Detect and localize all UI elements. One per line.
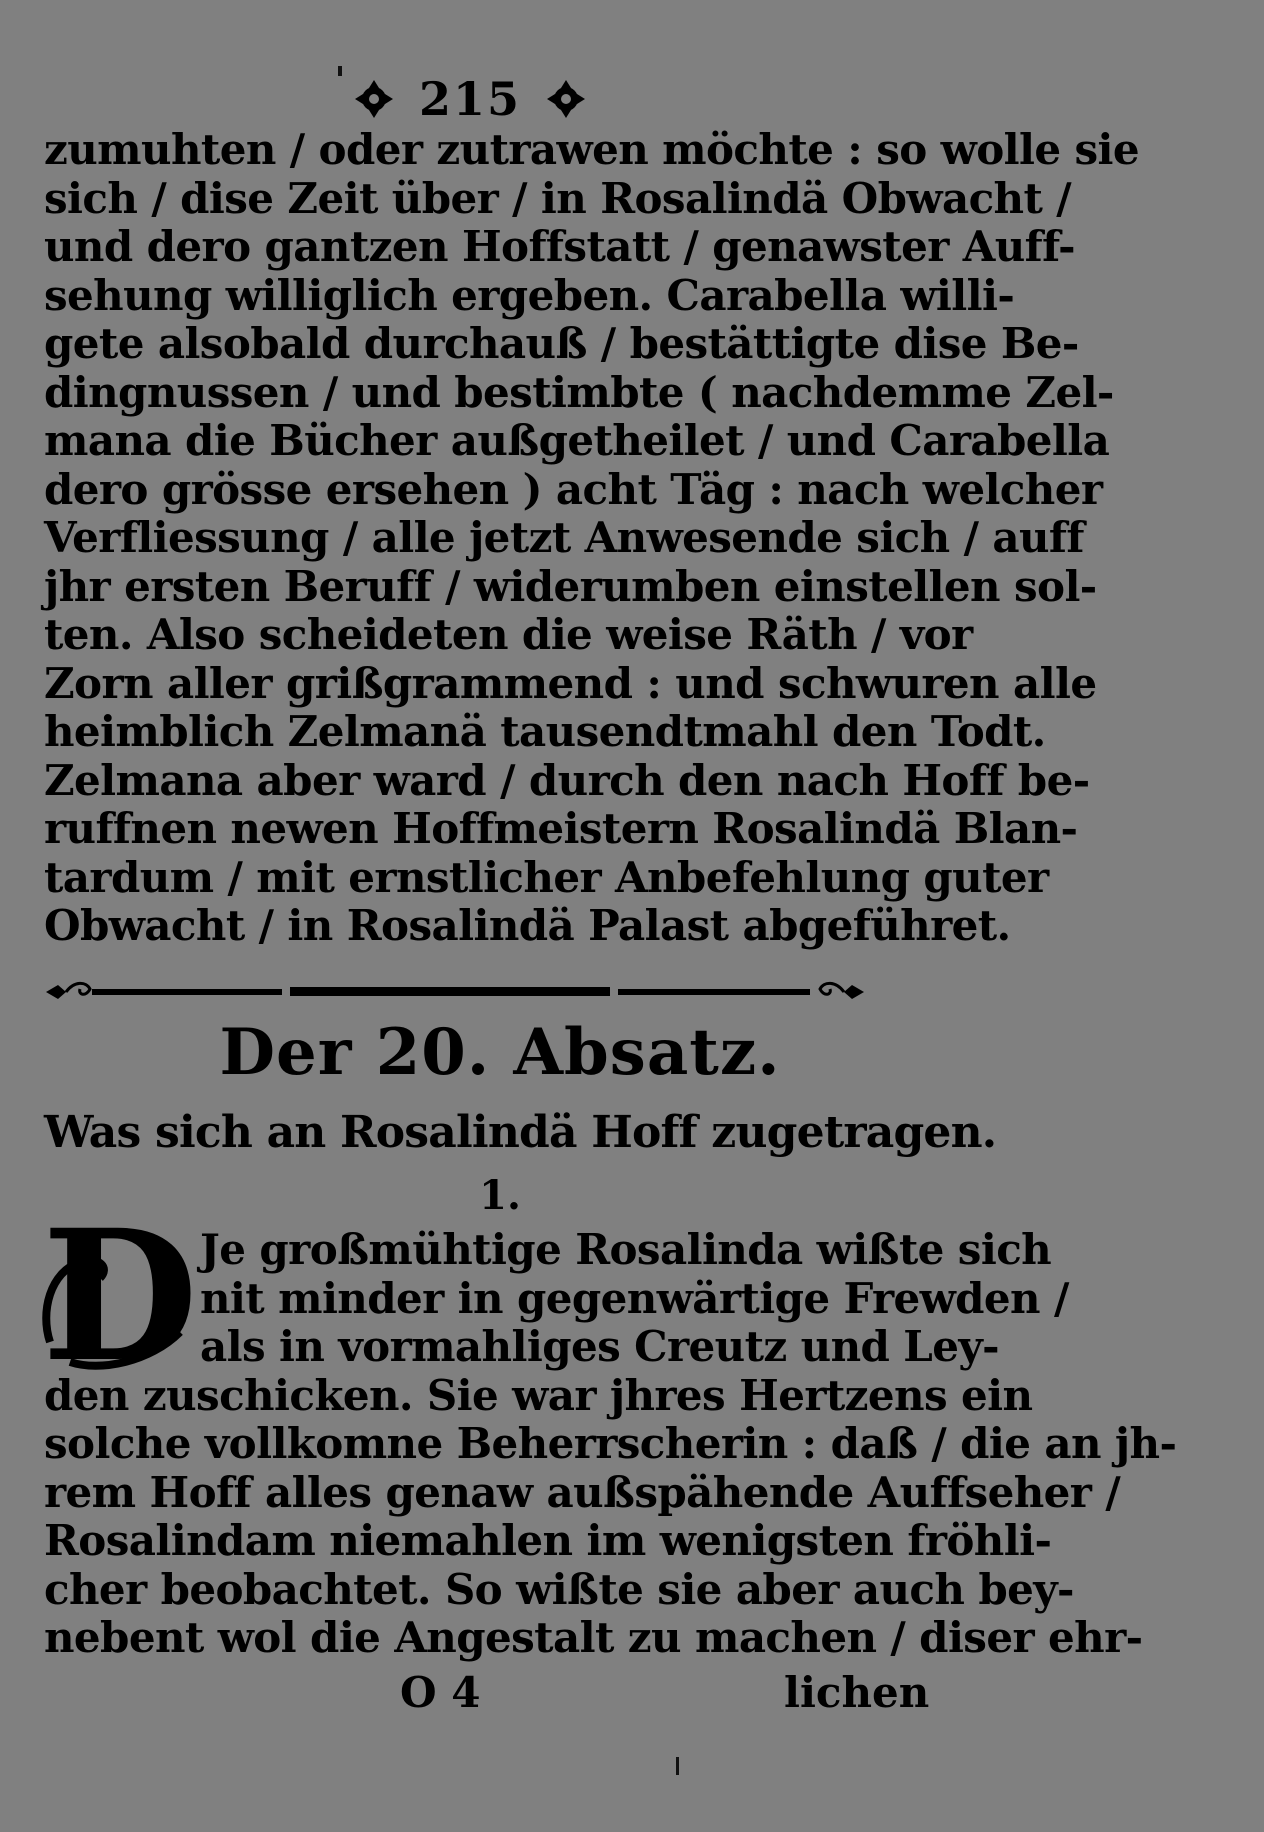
signature-mark: O 4: [400, 1668, 481, 1717]
text-line: rem Hoff alles genaw außspähende Auffseher /: [44, 1467, 1121, 1517]
text-line: zumuhten / oder zutrawen möchte : so wolle sie: [44, 125, 1140, 174]
text-line: jhr ersten Beruff / widerumben einstellen sol-: [44, 561, 1097, 611]
text-line: den zuschicken. Sie war jhres Hertzens ein: [44, 1370, 1033, 1420]
ink-speck: [338, 66, 342, 76]
drop-cap-initial: D: [41, 1191, 199, 1402]
text-line: cher beobachtet. So wißte sie aber auch bey-: [44, 1564, 1074, 1614]
right-ornament-icon: [543, 76, 589, 122]
text-line: Obwacht / in Rosalindä Palast abgeführet.: [44, 901, 1011, 950]
text-line: als in vormahliges Creutz und Ley-: [200, 1322, 999, 1371]
text-line: sehung williglich ergeben. Carabella willi-: [44, 270, 1015, 320]
text-line: heimblich Zelmanä tausendtmahl den Todt.: [44, 707, 1046, 756]
text-line: Zorn aller grißgrammend : und schwuren alle: [44, 658, 1097, 708]
section-text: [44, 1225, 1177, 1663]
catchword: lichen: [784, 1668, 930, 1717]
page-header: [340, 64, 600, 134]
text-line: ruffnen newen Hoffmeistern Rosalindä Blan-: [44, 804, 1078, 853]
section-number: 1.: [479, 1172, 521, 1219]
text-line: ten. Also scheideten die weise Räth / vor: [44, 610, 973, 659]
text-line: nit minder in gegenwärtige Frewden /: [200, 1273, 1069, 1323]
text-line: Je großmühtige Rosalinda wißte sich: [200, 1225, 1052, 1274]
text-line: Verfliessung / alle jetzt Anwesende sich / auff: [44, 513, 1084, 562]
text-line: solche vollkomne Beherrscherin : daß / die an jh-: [44, 1419, 1177, 1468]
text-line: gete alsobald durchauß / bestättigte dise Be-: [44, 319, 1079, 368]
text-line: dero grösse ersehen ) acht Täg : nach welcher: [44, 464, 1103, 514]
text-line: Zelmana aber ward / durch den nach Hoff be-: [44, 755, 1090, 805]
page-number: 215: [418, 72, 522, 126]
body-text: [44, 125, 1140, 951]
left-ornament-icon: [351, 76, 397, 122]
text-line: dingnussen / und bestimbte ( nachdemme Zel-: [44, 367, 1114, 417]
ornamental-divider: [44, 975, 866, 1009]
section-subtitle: Was sich an Rosalindä Hoff zugetragen.: [44, 1107, 997, 1158]
ink-speck: [676, 1757, 679, 1775]
text-line: nebent wol die Angestalt zu machen / diser ehr-: [44, 1613, 1143, 1662]
text-line: und dero gantzen Hoffstatt / genawster Auff-: [44, 222, 1075, 271]
text-line: tardum / mit ernstlicher Anbefehlung guter: [44, 852, 1049, 902]
text-line: sich / dise Zeit über / in Rosalindä Obwacht /: [44, 173, 1072, 223]
section-title: Der 20. Absatz.: [219, 1015, 781, 1090]
text-line: mana die Bücher außgetheilet / und Carabella: [44, 416, 1110, 465]
text-line: Rosalindam niemahlen im wenigsten fröhli-: [44, 1516, 1052, 1565]
